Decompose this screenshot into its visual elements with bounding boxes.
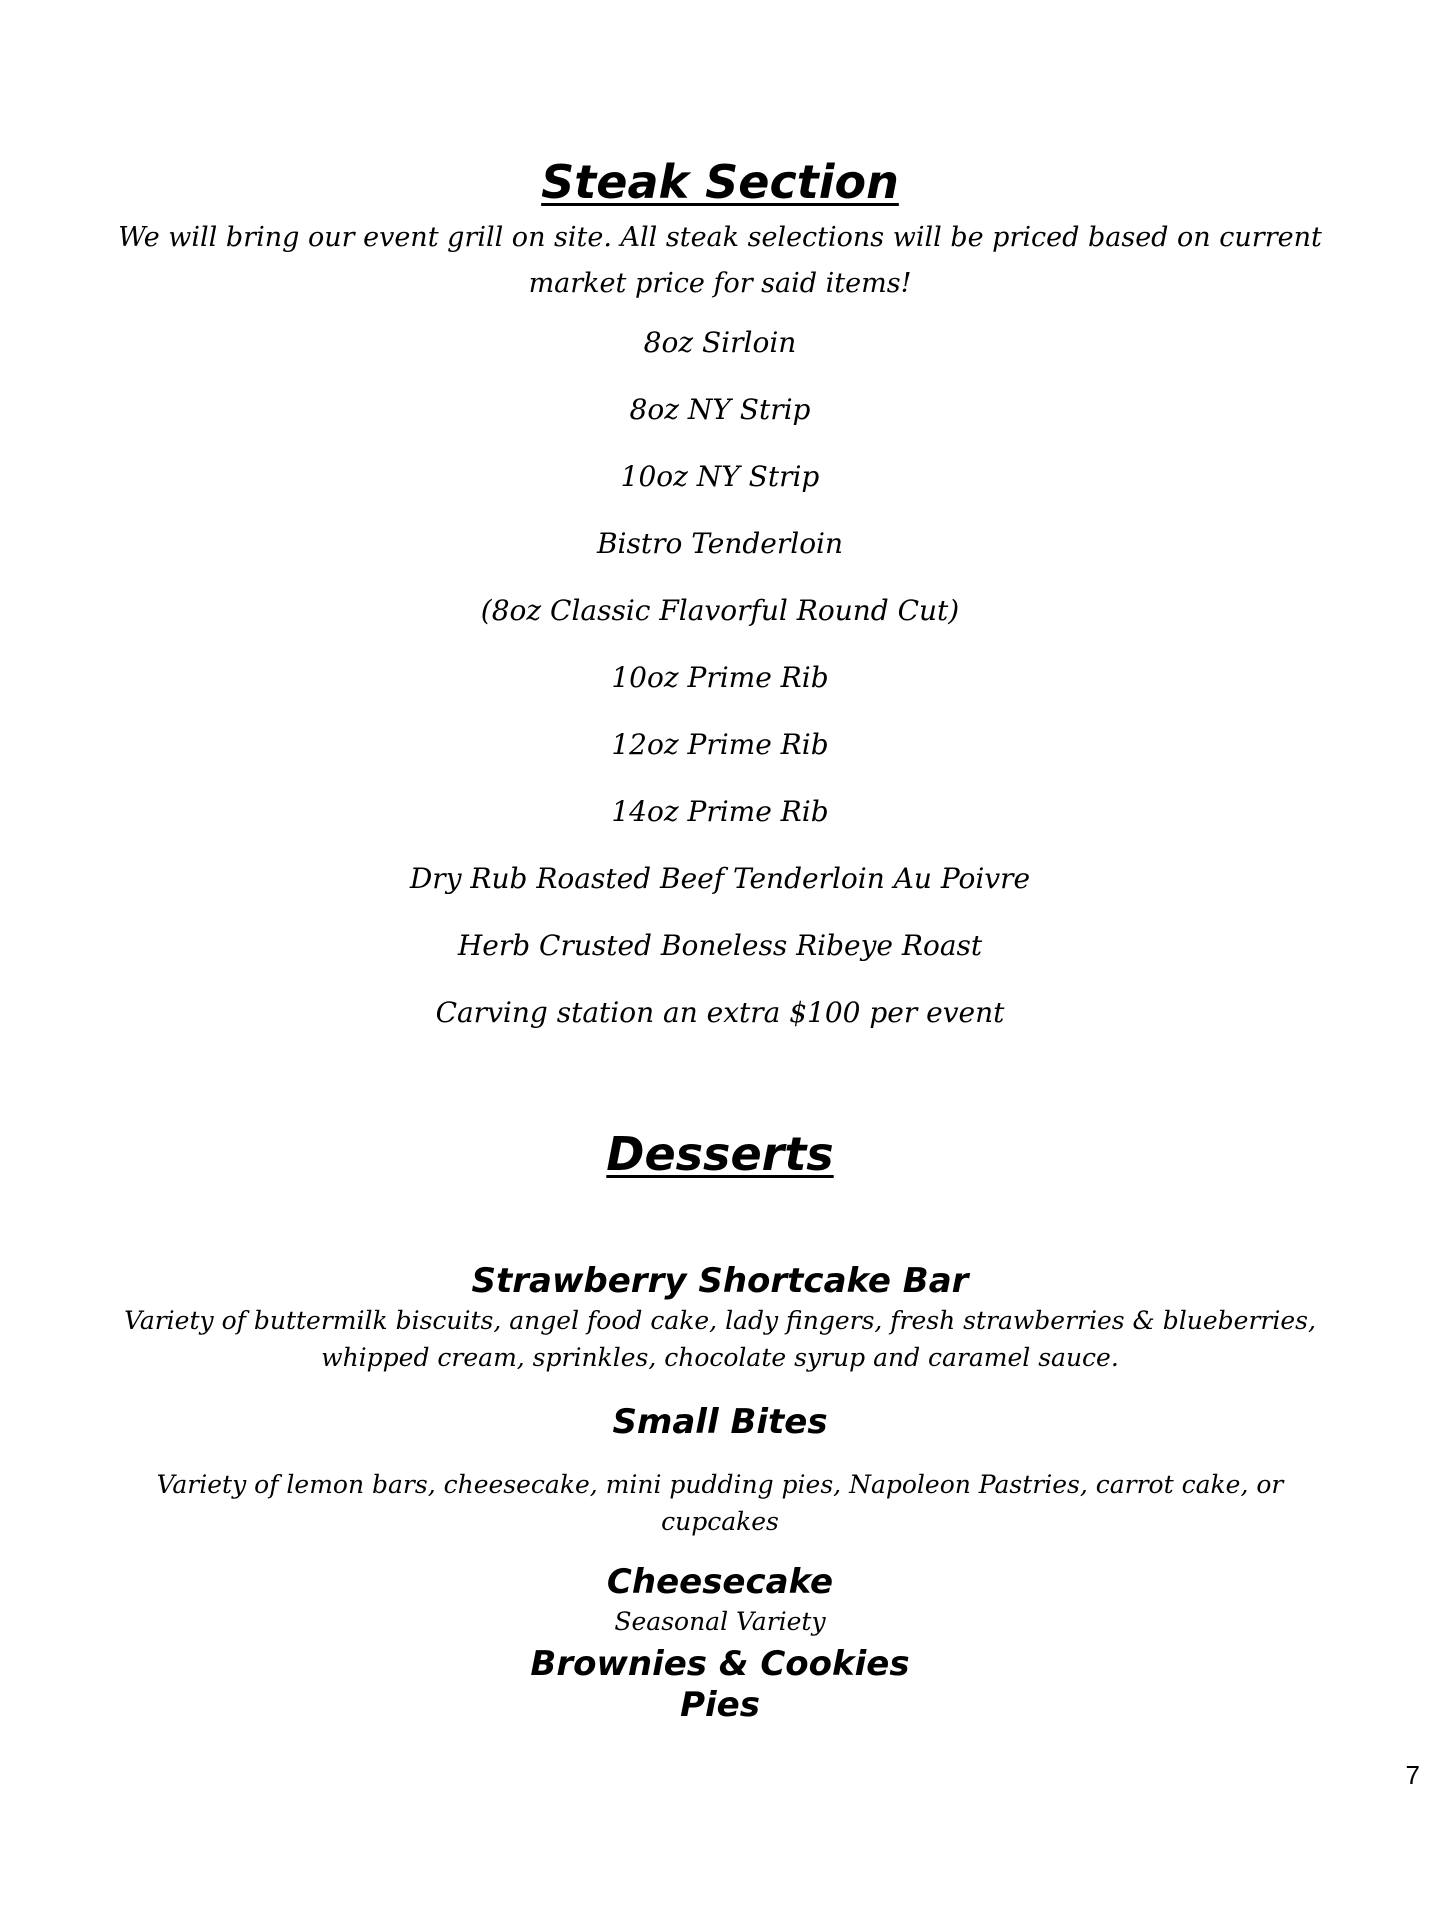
desserts-section-title: Desserts [606,1126,834,1181]
steak-item: Carving station an extra $100 per event [435,995,1005,1029]
brownies-cookies-heading: Brownies & Cookies [530,1644,910,1685]
steak-item: Herb Crusted Boneless Ribeye Roast [457,928,983,962]
small-bites-description: Variety of lemon bars, cheesecake, mini pudding pies, Napoleon Pastries, carrot cake, or cupcakes [156,1470,1284,1537]
steak-section-intro: We will bring our event grill on site. All steak selections will be priced based on current market price for said items! [118,221,1322,299]
steak-item: 14oz Prime Rib [611,794,829,828]
page-number: 7 [1405,1760,1420,1790]
steak-item: 8oz Sirloin [643,325,797,359]
steak-section-title: Steak Section [541,155,899,209]
steak-item: 10oz NY Strip [620,459,820,493]
small-bites-heading: Small Bites [612,1401,828,1442]
steak-item: (8oz Classic Flavorful Round Cut) [480,593,960,627]
strawberry-shortcake-heading: Strawberry Shortcake Bar [471,1260,969,1301]
strawberry-shortcake-description: Variety of buttermilk biscuits, angel food cake, lady fingers, fresh strawberries & blueberries, whipped cream, sprinkles, chocolate syrup and caramel sauce. [124,1305,1316,1372]
steak-item: Dry Rub Roasted Beef Tenderloin Au Poivre [409,861,1031,895]
steak-item: 10oz Prime Rib [611,660,829,694]
cheesecake-description: Seasonal Variety [614,1607,826,1637]
steak-item: 12oz Prime Rib [611,727,829,761]
cheesecake-heading: Cheesecake [606,1562,834,1603]
steak-item: 8oz NY Strip [629,392,811,426]
steak-item-list [0,323,1440,1033]
pies-heading: Pies [680,1684,760,1725]
steak-item: Bistro Tenderloin [596,526,844,560]
